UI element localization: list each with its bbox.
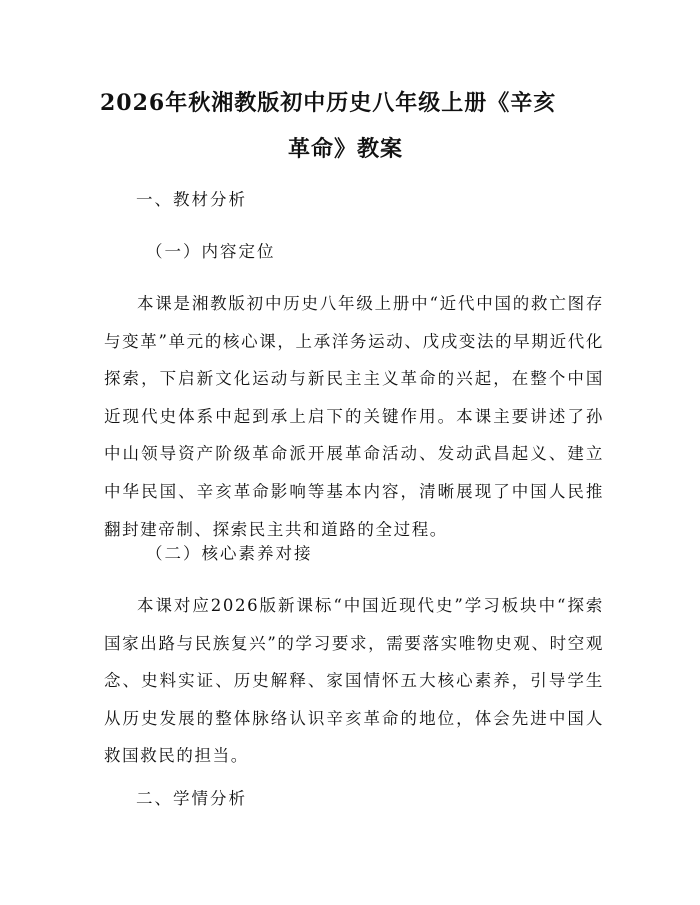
section-1-paragraph-2: 本课对应2026版新课标“中国近现代史”学习板块中“探索国家出路与民族复兴”的学习要求，需要落实唯物史观、时空观念、史料实证、历史解释、家国情怀五大核心素养，引导学生从历史发展的整体脉络认识辛亥革命的地位，体会先进中国人救国救民的担当。: [104, 596, 604, 766]
section-1-subheading-1: （一）内容定位: [146, 242, 276, 261]
section-1-heading: 一、教材分析: [136, 190, 247, 209]
section-2-heading: 二、学情分析: [136, 789, 247, 808]
section-1-subheading-2: （二）核心素养对接: [146, 544, 313, 563]
document-title-line-2: 革命》教案: [288, 136, 404, 162]
document-title-line-1: 2026年秋湘教版初中历史八年级上册《辛亥: [100, 90, 557, 116]
section-1-paragraph-1: 本课是湘教版初中历史八年级上册中“近代中国的救亡图存与变革”单元的核心课，上承洋务运动、戊戌变法的早期近代化探索，下启新文化运动与新民主主义革命的兴起，在整个中国近现代史体系中起到承上启下的关键作用。本课主要讲述了孙中山领导资产阶级革命派开展革命活动、发动武昌起义、建立中华民国、辛亥革命影响等基本内容，清晰展现了中国人民推翻封建帝制、探索民主共和道路的全过程。: [104, 294, 604, 539]
